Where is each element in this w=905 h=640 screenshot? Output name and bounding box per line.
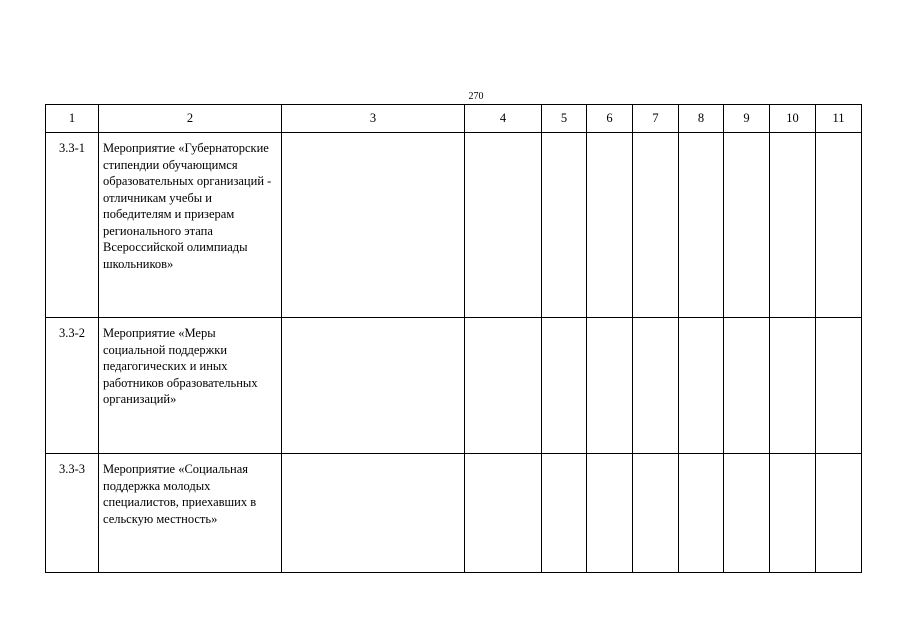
column-header-2: 2 <box>99 105 282 133</box>
empty-cell <box>679 133 724 318</box>
column-header-7: 7 <box>633 105 679 133</box>
table-row <box>46 133 862 318</box>
measure-name: Мероприятие «Губернаторские стипендии обучающимся образовательных организаций - отличникам учебы и победителям и призерам регионального этапа Всероссийской олимпиады школьников» <box>99 133 282 318</box>
empty-cell <box>633 454 679 573</box>
empty-cell <box>633 318 679 454</box>
table-row <box>46 318 862 454</box>
empty-cell <box>465 318 542 454</box>
empty-cell <box>587 133 633 318</box>
empty-cell <box>282 318 465 454</box>
column-header-4: 4 <box>465 105 542 133</box>
column-header-3: 3 <box>282 105 465 133</box>
empty-cell <box>542 454 587 573</box>
empty-cell <box>587 454 633 573</box>
empty-cell <box>282 454 465 573</box>
column-header-6: 6 <box>587 105 633 133</box>
empty-cell <box>282 133 465 318</box>
empty-cell <box>724 133 770 318</box>
row-number: 3.3-1 <box>46 133 99 318</box>
empty-cell <box>770 454 816 573</box>
row-number: 3.3-2 <box>46 318 99 454</box>
column-header-8: 8 <box>679 105 724 133</box>
empty-cell <box>816 318 862 454</box>
column-header-5: 5 <box>542 105 587 133</box>
row-number: 3.3-3 <box>46 454 99 573</box>
column-header-11: 11 <box>816 105 862 133</box>
empty-cell <box>542 318 587 454</box>
empty-cell <box>542 133 587 318</box>
measure-name: Мероприятие «Социальная поддержка молодых специалистов, приехавших в сельскую местность» <box>99 454 282 573</box>
empty-cell <box>679 318 724 454</box>
measures-table <box>45 104 862 573</box>
empty-cell <box>465 133 542 318</box>
column-header-1: 1 <box>46 105 99 133</box>
empty-cell <box>816 133 862 318</box>
empty-cell <box>679 454 724 573</box>
column-header-10: 10 <box>770 105 816 133</box>
empty-cell <box>465 454 542 573</box>
table-row <box>46 454 862 573</box>
page-number: 270 <box>468 91 484 102</box>
empty-cell <box>587 318 633 454</box>
empty-cell <box>770 318 816 454</box>
empty-cell <box>724 318 770 454</box>
empty-cell <box>724 454 770 573</box>
empty-cell <box>816 454 862 573</box>
table-header-row <box>46 105 862 133</box>
column-header-9: 9 <box>724 105 770 133</box>
empty-cell <box>633 133 679 318</box>
empty-cell <box>770 133 816 318</box>
measure-name: Мероприятие «Меры социальной поддержки педагогических и иных работников образовательных организаций» <box>99 318 282 454</box>
